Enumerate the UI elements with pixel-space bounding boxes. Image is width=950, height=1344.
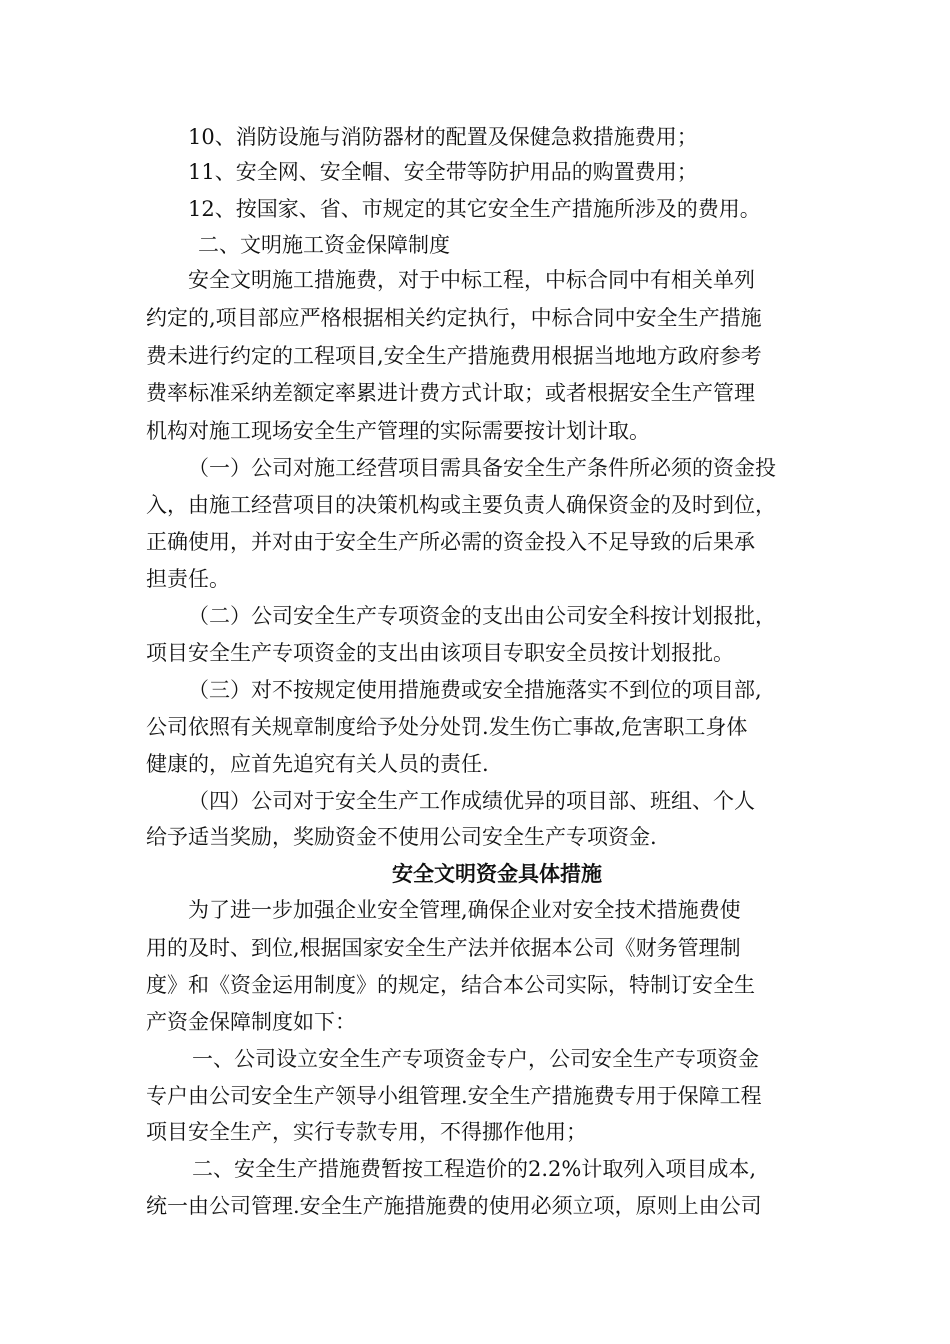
paragraph-line: 担责任。 (146, 567, 230, 591)
paragraph-line: 机构对施工现场安全生产管理的实际需要按计划计取。 (146, 419, 650, 443)
paragraph-line: 约定的,项目部应严格根据相关约定执行，中标合同中安全生产措施 (146, 306, 762, 330)
section-heading-2: 二、文明施工资金保障制度 (198, 233, 450, 257)
list-item-12: 12、按国家、省、市规定的其它安全生产措施所涉及的费用。 (188, 197, 761, 221)
paragraph-line: 一、公司设立安全生产专项资金专户，公司安全生产专项资金 (192, 1047, 759, 1071)
paragraph-line: （一）公司对施工经营项目需具备安全生产条件所必须的资金投 (188, 456, 776, 480)
paragraph-line: 正确使用，并对由于安全生产所必需的资金投入不足导致的后果承 (146, 530, 755, 554)
paragraph-line: 二、安全生产措施费暂按工程造价的2.2%计取列入项目成本, (192, 1157, 757, 1181)
paragraph-line: （二）公司安全生产专项资金的支出由公司安全科按计划报批， (188, 604, 776, 628)
paragraph-line: 费率标准采纳差额定率累进计费方式计取；或者根据安全生产管理 (146, 381, 755, 405)
paragraph-line: 项目安全生产，实行专款专用，不得挪作他用； (146, 1120, 587, 1144)
paragraph-line: 专户由公司安全生产领导小组管理.安全生产措施费专用于保障工程 (146, 1084, 762, 1108)
list-item-10: 10、消防设施与消防器材的配置及保健急救措施费用； (188, 125, 698, 149)
paragraph-line: 公司依照有关规章制度给予处分处罚.发生伤亡事故,危害职工身体 (146, 715, 748, 739)
paragraph-line: 为了进一步加强企业安全管理,确保企业对安全技术措施费使 (188, 898, 741, 922)
paragraph-line: （四）公司对于安全生产工作成绩优异的项目部、班组、个人 (188, 789, 755, 813)
paragraph-line: 产资金保障制度如下： (146, 1010, 356, 1034)
paragraph-line: 给予适当奖励，奖励资金不使用公司安全生产专项资金. (146, 825, 657, 849)
paragraph-line: 健康的，应首先追究有关人员的责任. (146, 752, 489, 776)
paragraph-line: 安全文明施工措施费，对于中标工程，中标合同中有相关单列 (188, 268, 755, 292)
paragraph-line: 度》和《资金运用制度》的规定，结合本公司实际，特制订安全生 (146, 973, 755, 997)
paragraph-line: 统一由公司管理.安全生产施措施费的使用必须立项，原则上由公司 (146, 1194, 762, 1218)
paragraph-line: （三）对不按规定使用措施费或安全措施落实不到位的项目部, (188, 678, 762, 702)
paragraph-line: 费未进行约定的工程项目,安全生产措施费用根据当地地方政府参考 (146, 344, 762, 368)
paragraph-line: 用的及时、到位,根据国家安全生产法并依据本公司《财务管理制 (146, 936, 741, 960)
paragraph-line: 入，由施工经营项目的决策机构或主要负责人确保资金的及时到位， (146, 493, 776, 517)
section-title: 安全文明资金具体措施 (392, 861, 602, 886)
paragraph-line: 项目安全生产专项资金的支出由该项目专职安全员按计划报批。 (146, 641, 734, 665)
list-item-11: 11、安全网、安全帽、安全带等防护用品的购置费用； (188, 160, 698, 184)
